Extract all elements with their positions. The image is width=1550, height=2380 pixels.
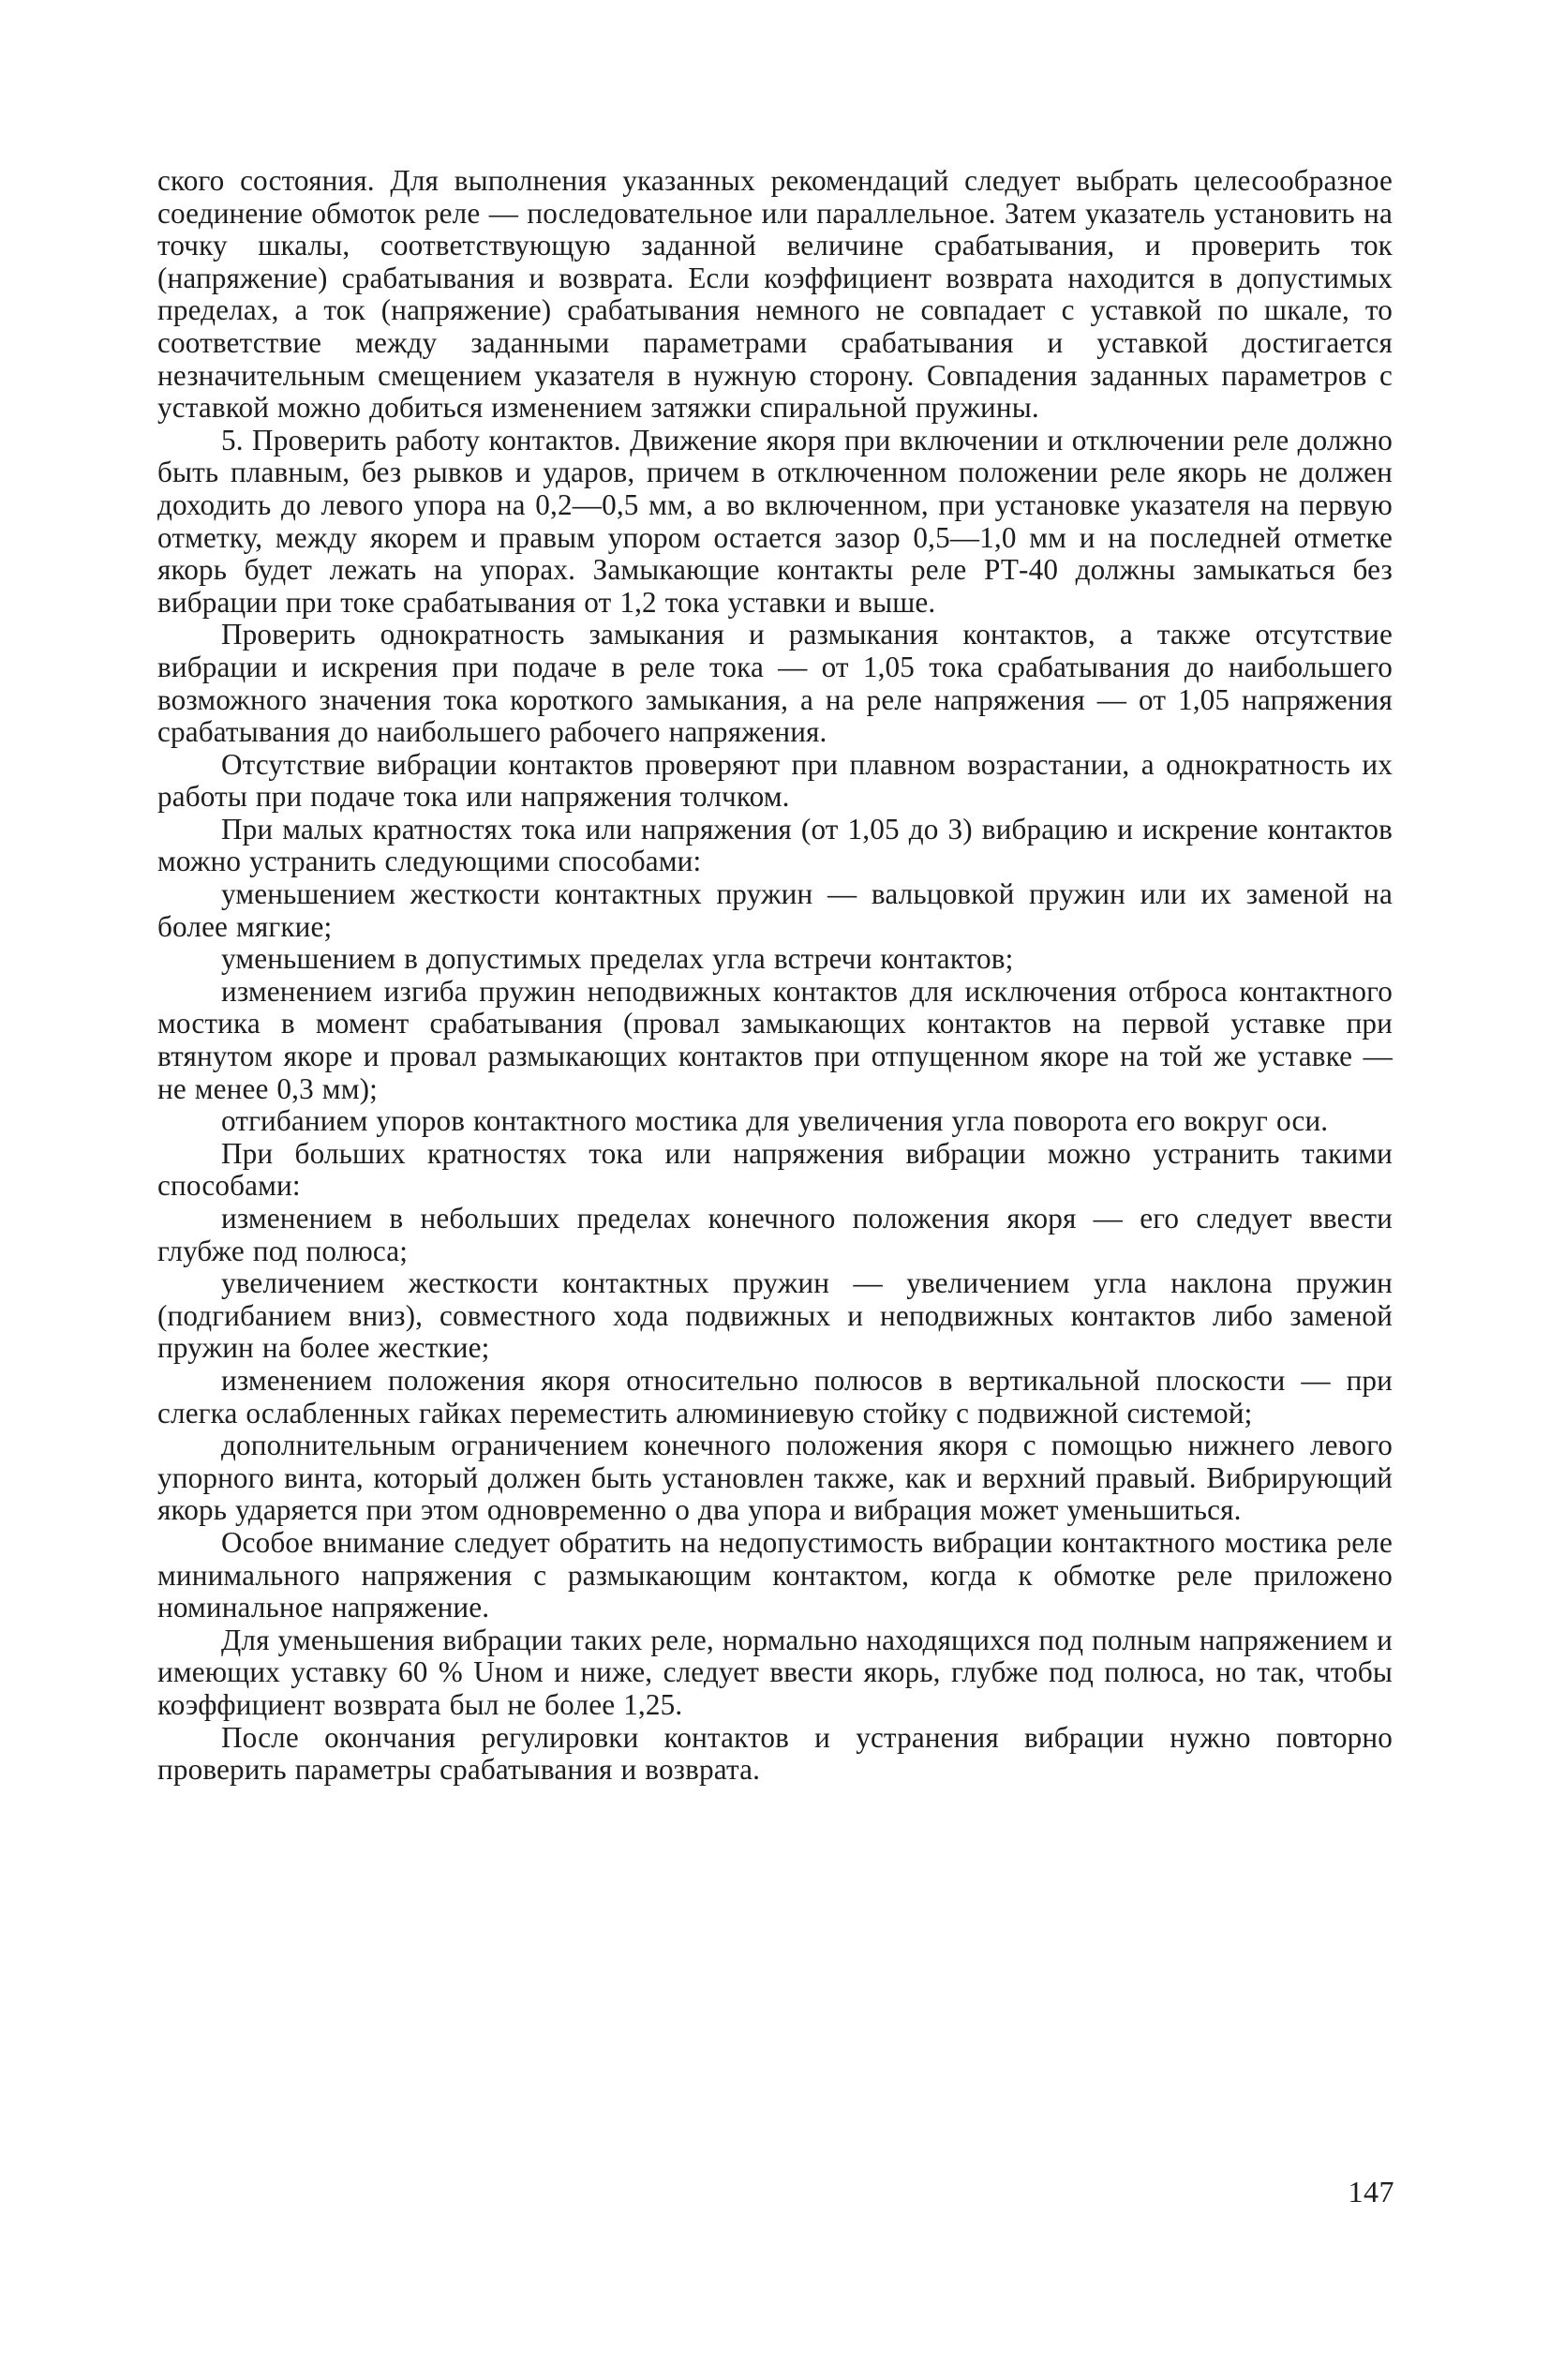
page-body (157, 165, 1393, 1787)
paragraph: Проверить однократность замыкания и размыкания контактов, а также отсутствие вибрации и искрения при подаче в реле тока — от 1,05 тока срабатывания до наибольшего возможного значения тока короткого замыкания, а на реле напряжения — от 1,05 напряжения срабатывания до наибольшего рабочего напряжения. (157, 618, 1393, 749)
paragraph: Отсутствие вибрации контактов проверяют при плавном возрастании, а однократность их работы при подаче тока или напряжения толчком. (157, 747, 1393, 814)
list-item: уменьшением жесткости контактных пружин — вальцовкой пружин или их заменой на более мягкие; (157, 877, 1393, 943)
paragraph: Для уменьшения вибрации таких реле, нормально находящихся под полным напряжением и имеющих уставку 60 % Uном и ниже, следует ввести якорь, глубже под полюса, но так, чтобы коэффициент возврата был не более 1,25. (157, 1623, 1393, 1721)
list-item: изменением положения якоря относительно полюсов в вертикальной плоскости — при слегка ослабленных гайках переместить алюминиевую стойку с подвижной системой; (157, 1363, 1393, 1429)
paragraph: При больших кратностях тока или напряжения вибрации можно устранить такими способами: (157, 1136, 1393, 1203)
list-item: уменьшением в допустимых пределах угла встречи контактов; (221, 942, 1014, 976)
list-item: дополнительным ограничением конечного положения якоря с помощью нижнего левого упорного винта, который должен быть установлен также, как и верхний правый. Вибрирующий якорь ударяется при этом одновременно о два упора и вибрация может уменьшиться. (157, 1429, 1393, 1527)
list-item: изменением в небольших пределах конечного положения якоря — его следует ввести глубже под полюса; (157, 1202, 1393, 1267)
paragraph: 5. Проверить работу контактов. Движение якоря при включении и отключении реле должно быть плавным, без рывков и ударов, причем в отключенном положении реле якорь не должен доходить до левого упора на 0,2—0,5 мм, а во включенном, при установке указателя на первую отметку, между якорем и правым упором остается зазор 0,5—1,0 мм и на последней отметке якорь будет лежать на упорах. Замыкающие контакты реле РТ-40 должны замыкаться без вибрации при токе срабатывания от 1,2 тока уставки и выше. (157, 423, 1393, 619)
paragraph: При малых кратностях тока или напряжения (от 1,05 до 3) вибрацию и искрение контактов можно устранить следующими способами: (157, 812, 1393, 878)
page-number: 147 (1348, 2175, 1394, 2208)
paragraph: ского состояния. Для выполнения указанных рекомендаций следует выбрать целесообразное соединение обмоток реле — последовательное или параллельное. Затем указатель установить на точку шкалы, соответствующую заданной величине срабатывания, и проверить ток (напряжение) срабатывания и возврата. Если коэффициент возврата находится в допустимых пределах, а ток (напряжение) срабатывания немного не совпадает с уставкой по шкале, то соответствие между заданными параметрами срабатывания и уставкой достигается незначительным смещением указателя в нужную сторону. Совпадения заданных параметров с уставкой можно добиться изменением затяжки спиральной пружины. (157, 164, 1393, 425)
list-item: увеличением жесткости контактных пружин — увеличением угла наклона пружин (подгибанием вниз), совместного хода подвижных и неподвижных контактов либо заменой пружин на более жесткие; (157, 1266, 1393, 1365)
paragraph: Особое внимание следует обратить на недопустимость вибрации контактного мостика реле минимального напряжения с размыкающим контактом, когда к обмотке реле приложено номинальное напряжение. (157, 1525, 1393, 1624)
list-item: изменением изгиба пружин неподвижных контактов для исключения отброса контактного мостика в момент срабатывания (провал замыкающих контактов на первой уставке при втянутом якоре и провал размыкающих контактов при отпущенном якоре на той же уставке — не менее 0,3 мм); (157, 974, 1393, 1105)
paragraph: После окончания регулировки контактов и устранения вибрации нужно повторно проверить параметры срабатывания и возврата. (157, 1720, 1393, 1787)
list-item: отгибанием упоров контактного мостика для увеличения угла поворота его вокруг оси. (221, 1104, 1329, 1138)
